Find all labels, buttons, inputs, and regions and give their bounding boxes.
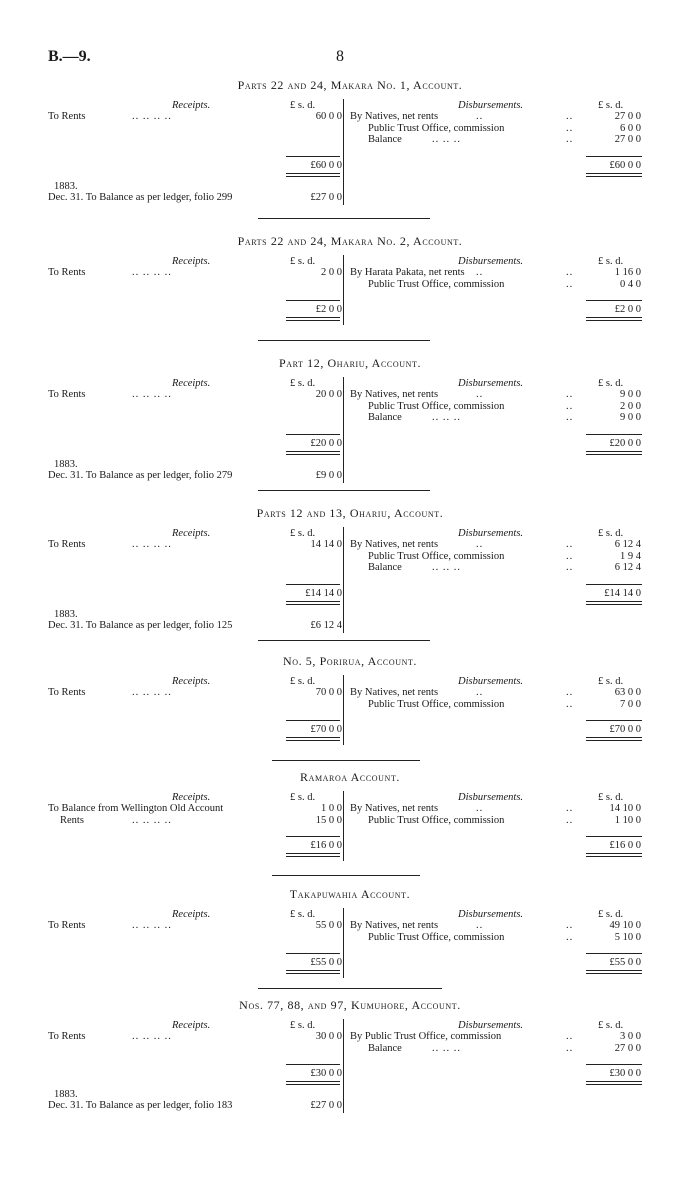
lsd-heading: £ s. d. bbox=[290, 676, 316, 687]
leader-dots: .. .. .. bbox=[432, 134, 461, 145]
leader-dots: .. bbox=[476, 111, 484, 122]
receipts-heading: Receipts. bbox=[172, 909, 211, 920]
lsd-heading: £ s. d. bbox=[598, 792, 624, 803]
total-double-rule bbox=[286, 601, 340, 605]
balance-year: 1883. bbox=[54, 1089, 78, 1100]
sum-rule bbox=[286, 836, 340, 837]
receipts-total: £60 0 0 bbox=[310, 159, 342, 171]
sum-rule bbox=[586, 156, 642, 157]
account-section bbox=[0, 656, 700, 776]
leader-dots: .. .. .. .. bbox=[132, 267, 172, 278]
receipts-heading: Receipts. bbox=[172, 528, 211, 539]
balance-amount: £9 0 0 bbox=[315, 469, 342, 481]
account-section bbox=[0, 1000, 700, 1120]
account-section bbox=[0, 889, 700, 1009]
disbursement-label: By Natives, net rents bbox=[350, 803, 439, 814]
receipts-total: £30 0 0 bbox=[310, 1068, 342, 1079]
disbursement-amount: 27 0 0 bbox=[614, 111, 641, 122]
leader-dots: .. bbox=[566, 122, 574, 134]
leader-dots: .. bbox=[566, 278, 574, 290]
leader-dots: .. bbox=[476, 687, 484, 698]
lsd-heading: £ s. d. bbox=[290, 528, 316, 539]
disbursements-heading: Disbursements. bbox=[458, 909, 524, 920]
leader-dots: .. bbox=[566, 539, 574, 550]
leader-dots: .. bbox=[476, 803, 484, 814]
receipt-amount: 70 0 0 bbox=[315, 687, 342, 698]
leader-dots: .. .. .. .. bbox=[132, 111, 172, 122]
disbursement-label: Public Trust Office, commission bbox=[368, 550, 505, 562]
leader-dots: .. bbox=[566, 814, 574, 826]
receipts-total: £70 0 0 bbox=[310, 724, 342, 735]
disbursement-amount: 14 10 0 bbox=[609, 803, 641, 814]
disbursement-amount: 1 16 0 bbox=[614, 267, 641, 278]
leader-dots: .. .. .. .. bbox=[132, 539, 172, 550]
disbursement-label: Balance bbox=[368, 562, 402, 573]
disbursements-heading: Disbursements. bbox=[458, 1020, 524, 1031]
account-separator bbox=[258, 490, 430, 491]
leader-dots: .. .. .. bbox=[432, 412, 461, 423]
disbursement-amount: 7 0 0 bbox=[620, 698, 641, 710]
sum-rule bbox=[586, 300, 642, 301]
lsd-heading: £ s. d. bbox=[598, 676, 624, 687]
balance-entry: Dec. 31. To Balance as per ledger, folio 125 bbox=[48, 619, 233, 631]
leader-dots: .. bbox=[476, 920, 484, 931]
leader-dots: .. bbox=[566, 562, 574, 573]
sum-rule bbox=[586, 434, 642, 435]
disbursement-label: Public Trust Office, commission bbox=[368, 931, 505, 943]
leader-dots: .. .. .. .. bbox=[132, 687, 172, 698]
sum-rule bbox=[586, 584, 642, 585]
account-separator bbox=[258, 640, 430, 641]
leader-dots: .. bbox=[476, 539, 484, 550]
receipts-total: £16 0 0 bbox=[310, 840, 342, 851]
total-double-rule bbox=[586, 601, 642, 605]
disbursement-label: By Public Trust Office, commission bbox=[350, 1031, 502, 1042]
account-section bbox=[0, 506, 700, 631]
balance-amount: £27 0 0 bbox=[310, 191, 342, 203]
sum-rule bbox=[586, 1064, 642, 1065]
total-double-rule bbox=[586, 853, 642, 857]
leader-dots: .. bbox=[566, 400, 574, 412]
page-number: 8 bbox=[336, 48, 344, 65]
total-double-rule bbox=[286, 970, 340, 974]
disbursement-amount: 49 10 0 bbox=[609, 920, 641, 931]
total-double-rule bbox=[286, 853, 340, 857]
receipts-total: £20 0 0 bbox=[310, 437, 342, 449]
sum-rule bbox=[286, 300, 340, 301]
disbursements-heading: Disbursements. bbox=[458, 676, 524, 687]
sum-rule bbox=[586, 720, 642, 721]
lsd-heading: £ s. d. bbox=[598, 1020, 624, 1031]
disbursement-label: By Natives, net rents bbox=[350, 687, 439, 698]
receipts-total: £55 0 0 bbox=[310, 957, 342, 968]
account-section bbox=[0, 356, 700, 481]
lsd-heading: £ s. d. bbox=[598, 100, 624, 111]
total-double-rule bbox=[286, 173, 340, 177]
total-double-rule bbox=[586, 451, 642, 455]
balance-amount: £6 12 4 bbox=[310, 619, 342, 631]
disbursement-amount: 9 0 0 bbox=[620, 389, 641, 400]
leader-dots: .. bbox=[566, 920, 574, 931]
disbursements-total: £20 0 0 bbox=[609, 437, 641, 449]
disbursement-amount: 9 0 0 bbox=[620, 412, 641, 423]
leader-dots: .. .. .. bbox=[432, 1042, 461, 1054]
leader-dots: .. .. .. .. bbox=[132, 920, 172, 931]
lsd-heading: £ s. d. bbox=[290, 378, 316, 389]
leader-dots: .. bbox=[566, 803, 574, 814]
lsd-heading: £ s. d. bbox=[290, 1020, 316, 1031]
receipt-amount: 30 0 0 bbox=[315, 1031, 342, 1042]
receipt-label: To Balance from Wellington Old Account bbox=[48, 803, 224, 814]
column-divider bbox=[343, 908, 344, 978]
total-double-rule bbox=[286, 317, 340, 321]
lsd-heading: £ s. d. bbox=[290, 792, 316, 803]
receipt-label: To Rents bbox=[48, 539, 86, 550]
leader-dots: .. .. .. .. bbox=[132, 1031, 172, 1042]
receipts-total: £2 0 0 bbox=[315, 304, 342, 315]
disbursement-amount: 0 4 0 bbox=[620, 278, 641, 290]
leader-dots: .. bbox=[566, 134, 574, 145]
disbursement-amount: 6 0 0 bbox=[620, 122, 641, 134]
total-double-rule bbox=[586, 173, 642, 177]
receipt-label: To Rents bbox=[48, 111, 86, 122]
sum-rule bbox=[286, 953, 340, 954]
sum-rule bbox=[286, 584, 340, 585]
disbursement-amount: 63 0 0 bbox=[614, 687, 641, 698]
balance-amount: £27 0 0 bbox=[310, 1100, 342, 1111]
disbursement-label: Balance bbox=[368, 134, 402, 145]
disbursement-label: Public Trust Office, commission bbox=[368, 698, 505, 710]
disbursement-amount: 27 0 0 bbox=[614, 1042, 641, 1054]
account-title: Takapuwahia Account. bbox=[289, 887, 411, 901]
receipts-total: £14 14 0 bbox=[305, 587, 342, 599]
receipts-heading: Receipts. bbox=[172, 256, 211, 267]
disbursement-label: By Harata Pakata, net rents bbox=[350, 267, 465, 278]
leader-dots: .. bbox=[476, 389, 484, 400]
disbursement-amount: 6 12 4 bbox=[614, 562, 641, 573]
disbursement-amount: 3 0 0 bbox=[620, 1031, 641, 1042]
disbursements-total: £2 0 0 bbox=[614, 304, 641, 315]
column-divider bbox=[343, 675, 344, 745]
disbursement-label: Balance bbox=[368, 412, 402, 423]
leader-dots: .. bbox=[566, 1042, 574, 1054]
disbursement-label: Public Trust Office, commission bbox=[368, 400, 505, 412]
lsd-heading: £ s. d. bbox=[598, 256, 624, 267]
disbursements-total: £16 0 0 bbox=[609, 840, 641, 851]
disbursements-heading: Disbursements. bbox=[458, 100, 524, 111]
lsd-heading: £ s. d. bbox=[598, 528, 624, 539]
leader-dots: .. .. .. .. bbox=[132, 389, 172, 400]
disbursements-total: £70 0 0 bbox=[609, 724, 641, 735]
lsd-heading: £ s. d. bbox=[290, 256, 316, 267]
leader-dots: .. .. .. bbox=[432, 562, 461, 573]
leader-dots: .. bbox=[566, 111, 574, 122]
disbursement-label: Public Trust Office, commission bbox=[368, 122, 505, 134]
leader-dots: .. bbox=[566, 698, 574, 710]
leader-dots: .. bbox=[566, 412, 574, 423]
disbursements-heading: Disbursements. bbox=[458, 528, 524, 539]
total-double-rule bbox=[286, 737, 340, 741]
account-title: No. 5, Porirua, Account. bbox=[282, 654, 418, 668]
account-title: Nos. 77, 88, and 97, Kumuhore, Account. bbox=[239, 998, 461, 1012]
disbursements-total: £30 0 0 bbox=[609, 1068, 641, 1079]
receipts-heading: Receipts. bbox=[172, 792, 211, 803]
disbursement-label: Public Trust Office, commission bbox=[368, 814, 505, 826]
lsd-heading: £ s. d. bbox=[598, 909, 624, 920]
balance-year: 1883. bbox=[54, 608, 78, 620]
receipt-amount: 2 0 0 bbox=[321, 267, 342, 278]
receipt-amount: 15 0 0 bbox=[315, 814, 342, 826]
document-reference: B.—9. bbox=[48, 48, 91, 65]
disbursement-amount: 2 0 0 bbox=[620, 400, 641, 412]
disbursement-label: Public Trust Office, commission bbox=[368, 278, 505, 290]
receipt-label: To Rents bbox=[48, 267, 86, 278]
leader-dots: .. bbox=[566, 267, 574, 278]
receipt-label: To Rents bbox=[48, 920, 86, 931]
lsd-heading: £ s. d. bbox=[598, 378, 624, 389]
disbursements-heading: Disbursements. bbox=[458, 256, 524, 267]
leader-dots: .. bbox=[566, 931, 574, 943]
column-divider bbox=[343, 377, 344, 483]
receipts-heading: Receipts. bbox=[172, 100, 211, 111]
account-section bbox=[0, 236, 700, 356]
total-double-rule bbox=[586, 970, 642, 974]
lsd-heading: £ s. d. bbox=[290, 100, 316, 111]
disbursements-total: £55 0 0 bbox=[609, 957, 641, 968]
leader-dots: .. .. .. .. bbox=[132, 814, 172, 826]
balance-entry: Dec. 31. To Balance as per ledger, folio 299 bbox=[48, 191, 233, 203]
column-divider bbox=[343, 99, 344, 205]
receipt-label: To Rents bbox=[48, 1031, 86, 1042]
receipt-amount: 20 0 0 bbox=[315, 389, 342, 400]
disbursement-label: By Natives, net rents bbox=[350, 111, 439, 122]
sum-rule bbox=[286, 434, 340, 435]
disbursement-amount: 27 0 0 bbox=[614, 134, 641, 145]
column-divider bbox=[343, 255, 344, 325]
receipt-label: To Rents bbox=[48, 687, 86, 698]
disbursements-total: £14 14 0 bbox=[604, 587, 641, 599]
balance-year: 1883. bbox=[54, 458, 78, 470]
account-title: Parts 22 and 24, Makara No. 1, Account. bbox=[237, 78, 463, 92]
leader-dots: .. bbox=[566, 687, 574, 698]
disbursements-heading: Disbursements. bbox=[458, 378, 524, 389]
receipt-amount: 14 14 0 bbox=[310, 539, 342, 550]
disbursements-total: £60 0 0 bbox=[609, 159, 641, 171]
column-divider bbox=[343, 791, 344, 861]
receipts-heading: Receipts. bbox=[172, 1020, 211, 1031]
leader-dots: .. bbox=[566, 1031, 574, 1042]
receipt-amount: 60 0 0 bbox=[315, 111, 342, 122]
balance-year: 1883. bbox=[54, 180, 78, 192]
column-divider bbox=[343, 527, 344, 633]
disbursement-amount: 1 9 4 bbox=[620, 550, 641, 562]
disbursements-heading: Disbursements. bbox=[458, 792, 524, 803]
disbursement-amount: 6 12 4 bbox=[614, 539, 641, 550]
total-double-rule bbox=[586, 737, 642, 741]
account-title: Parts 12 and 13, Ohariu, Account. bbox=[256, 506, 444, 520]
disbursement-label: By Natives, net rents bbox=[350, 920, 439, 931]
account-title: Parts 22 and 24, Makara No. 2, Account. bbox=[237, 234, 463, 248]
receipt-amount: 1 0 0 bbox=[321, 803, 342, 814]
disbursement-amount: 5 10 0 bbox=[614, 931, 641, 943]
receipt-amount: 55 0 0 bbox=[315, 920, 342, 931]
total-double-rule bbox=[286, 1081, 340, 1085]
leader-dots: .. bbox=[566, 389, 574, 400]
total-double-rule bbox=[586, 317, 642, 321]
account-title: Part 12, Ohariu, Account. bbox=[278, 356, 422, 370]
receipts-heading: Receipts. bbox=[172, 676, 211, 687]
receipt-label: To Rents bbox=[48, 389, 86, 400]
balance-entry: Dec. 31. To Balance as per ledger, folio 183 bbox=[48, 1100, 233, 1111]
total-double-rule bbox=[586, 1081, 642, 1085]
page-header bbox=[0, 48, 700, 68]
lsd-heading: £ s. d. bbox=[290, 909, 316, 920]
balance-entry: Dec. 31. To Balance as per ledger, folio 279 bbox=[48, 469, 233, 481]
sum-rule bbox=[586, 953, 642, 954]
disbursement-label: By Natives, net rents bbox=[350, 539, 439, 550]
disbursement-amount: 1 10 0 bbox=[614, 814, 641, 826]
account-separator bbox=[258, 218, 430, 219]
receipts-heading: Receipts. bbox=[172, 378, 211, 389]
sum-rule bbox=[286, 1064, 340, 1065]
sum-rule bbox=[286, 156, 340, 157]
leader-dots: .. bbox=[476, 267, 484, 278]
column-divider bbox=[343, 1019, 344, 1113]
sum-rule bbox=[286, 720, 340, 721]
disbursement-label: Balance bbox=[368, 1042, 402, 1054]
total-double-rule bbox=[286, 451, 340, 455]
receipt-label: Rents bbox=[60, 814, 84, 826]
account-section bbox=[0, 78, 700, 203]
account-section bbox=[0, 772, 700, 892]
sum-rule bbox=[586, 836, 642, 837]
leader-dots: .. bbox=[566, 550, 574, 562]
disbursement-label: By Natives, net rents bbox=[350, 389, 439, 400]
account-title: Ramaroa Account. bbox=[299, 770, 401, 784]
